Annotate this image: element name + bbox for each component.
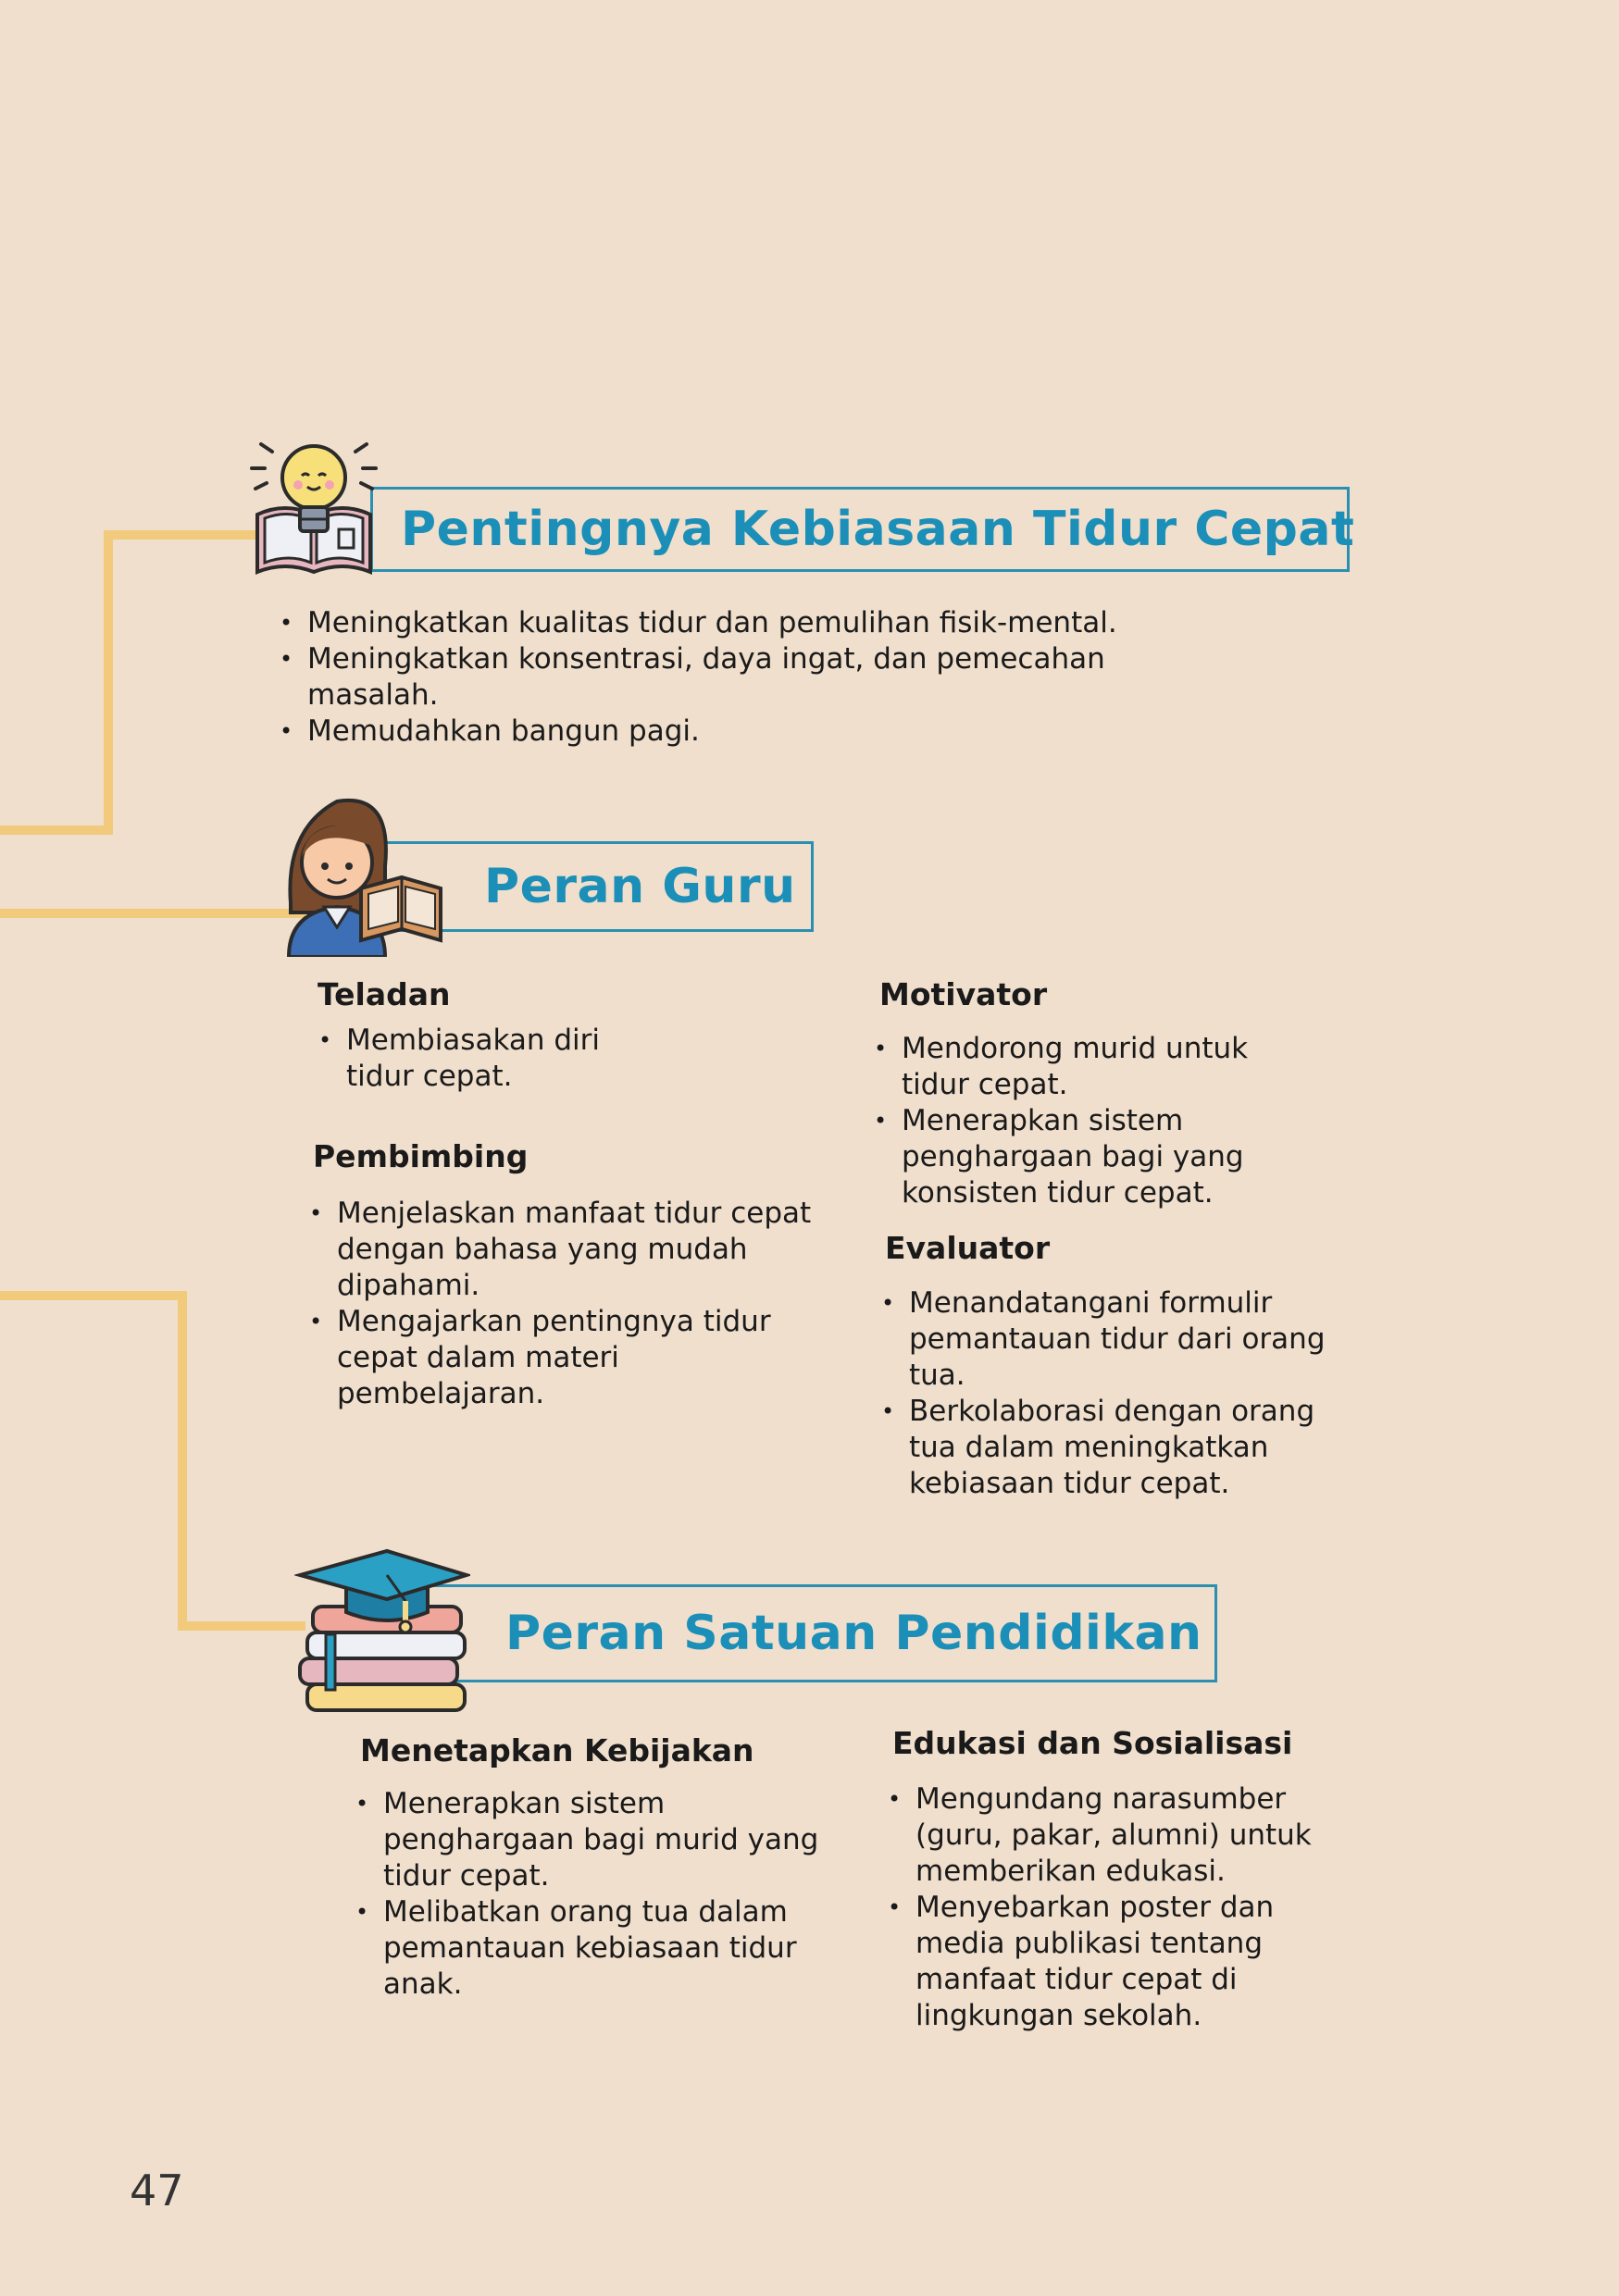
evaluator-list bbox=[878, 1285, 1331, 1502]
list-item: • Mendorong murid untuk tidur cepat. bbox=[870, 1031, 1305, 1103]
list-item: • Menyebarkan poster dan media publikasi tentang manfaat tidur cepat di lingkungan sekolah. bbox=[884, 1890, 1365, 2034]
section1-title: Pentingnya Kebiasaan Tidur Cepat bbox=[401, 502, 1355, 557]
list-item: • Mengundang narasumber (guru, pakar, alumni) untuk memberikan edukasi. bbox=[884, 1781, 1365, 1890]
list-item: • Memudahkan bangun pagi. bbox=[276, 714, 1211, 750]
motivator-heading: Motivator bbox=[879, 976, 1048, 1012]
list-item: • Menjelaskan manfaat tidur cepat dengan bahasa yang mudah dipahami. bbox=[305, 1196, 833, 1304]
list-item: • Mengajarkan pentingnya tidur cepat dalam materi pembelajaran. bbox=[305, 1304, 833, 1412]
teacher-icon bbox=[281, 792, 444, 957]
kebijakan-list bbox=[352, 1786, 842, 2003]
list-item: • Menerapkan sistem penghargaan bagi yang konsisten tidur cepat. bbox=[870, 1103, 1305, 1211]
section3-title: Peran Satuan Pendidikan bbox=[505, 1606, 1202, 1661]
pembimbing-heading: Pembimbing bbox=[313, 1138, 529, 1174]
list-item: • Melibatkan orang tua dalam pemantauan kebiasaan tidur anak. bbox=[352, 1894, 842, 2003]
edukasi-list bbox=[884, 1781, 1365, 2034]
pembimbing-list bbox=[305, 1196, 833, 1412]
list-item: • Menandatangani formulir pemantauan tidur dari orang tua. bbox=[878, 1285, 1331, 1394]
teladan-heading: Teladan bbox=[318, 976, 451, 1012]
graduation-books-icon bbox=[294, 1545, 470, 1721]
kebijakan-heading: Menetapkan Kebijakan bbox=[360, 1732, 754, 1769]
motivator-list bbox=[870, 1031, 1305, 1211]
connector-line-3 bbox=[0, 1296, 305, 1626]
list-item: • Meningkatkan konsentrasi, daya ingat, dan pemecahan masalah. bbox=[276, 641, 1211, 714]
list-item: • Menerapkan sistem penghargaan bagi murid yang tidur cepat. bbox=[352, 1786, 842, 1894]
list-item: • Berkolaborasi dengan orang tua dalam meningkatkan kebiasaan tidur cepat. bbox=[878, 1394, 1331, 1502]
page-number: 47 bbox=[130, 2166, 184, 2215]
list-item: • Meningkatkan kualitas tidur dan pemulihan fisik-mental. bbox=[276, 605, 1211, 641]
section1-title-box bbox=[370, 487, 1355, 572]
list-item: • Membiasakan diri tidur cepat. bbox=[315, 1023, 648, 1095]
section3-title-box bbox=[424, 1584, 1217, 1682]
teladan-list bbox=[315, 1023, 648, 1095]
section1-list bbox=[276, 605, 1211, 750]
edukasi-heading: Edukasi dan Sosialisasi bbox=[892, 1725, 1293, 1761]
evaluator-heading: Evaluator bbox=[885, 1230, 1051, 1266]
connector-line-1 bbox=[0, 535, 264, 830]
section2-title-box bbox=[381, 841, 814, 932]
lightbulb-book-icon bbox=[248, 433, 380, 590]
section2-title: Peran Guru bbox=[484, 859, 796, 914]
